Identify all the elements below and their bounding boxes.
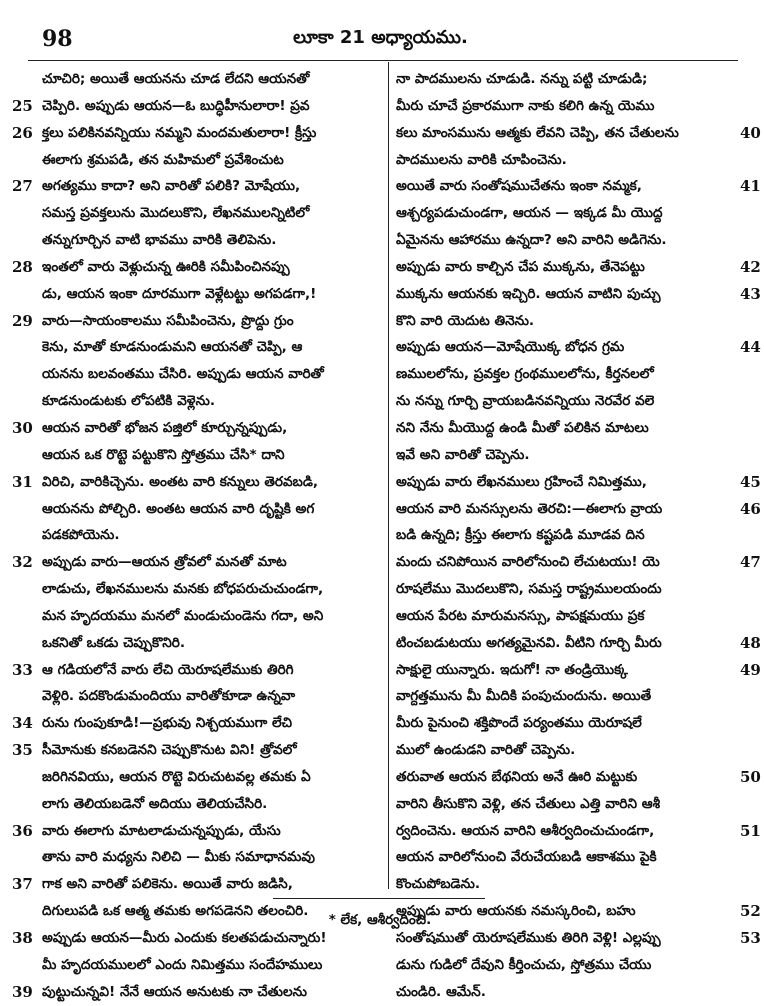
text-line: [12, 657, 384, 684]
text-line: [396, 442, 738, 469]
line-text: చెప్పిరి. అప్పుడు ఆయన—ఓ బుద్ధిహీనులారా! ప్రవ: [42, 97, 310, 114]
line-text: జరిగినవియు, ఆయన రొట్టె విరుచుటవల్ల తమకు ఏ: [42, 768, 311, 785]
text-line: [396, 657, 761, 684]
line-text: ఆయన ఒక రొట్టె పట్టుకొని స్తోత్రము చేసి* దాని: [42, 446, 285, 463]
text-line: [42, 361, 384, 388]
verse-number: 32: [12, 553, 33, 572]
text-line: [12, 120, 384, 147]
text-line: [396, 844, 738, 871]
line-text: మీరు పైనుంచి శక్తిపొందే పర్యంతము యెరూషలే: [396, 715, 642, 732]
line-text: కొంచుపోబడెను.: [396, 876, 480, 893]
page-header: [28, 22, 733, 56]
line-text: రును గుంపుకూడి!—ప్రభువు నిశ్చయముగా లేచి: [42, 715, 292, 732]
line-text: గాక అని వారితో పలికెను. అయితే వారు జడిసి,: [42, 876, 293, 893]
text-line: [396, 361, 738, 388]
line-text: పాదములను వారికి చూపించెను.: [396, 151, 567, 168]
text-line: [396, 791, 738, 818]
line-text: మన హృదయము మనలో మండుచుండెను గదా, అని: [42, 607, 324, 624]
line-text: కెను, మాతో కూడనుండుమని ఆయనతో చెప్పి, ఆ: [42, 339, 303, 356]
line-text: డు, ఆయన ఇంకా దూరముగా వెళ్లేటట్టు అగపడగా,!: [42, 285, 317, 302]
verse-number: 50: [740, 767, 761, 786]
verse-number: 31: [12, 472, 33, 491]
line-text: ఒకనితో ఒకడు చెప్పుకొనిరి.: [42, 634, 185, 651]
line-text: ఆ గడియలోనే వారు లేచి యెరూషలేముకు తిరిగి: [42, 661, 294, 678]
text-line: [396, 979, 738, 1006]
line-text: వారు ఈలాగు మాటలాడుచున్నప్పుడు, యేసు: [42, 822, 281, 839]
text-line: [12, 737, 384, 764]
verse-number: 35: [12, 741, 33, 760]
text-line: [396, 281, 761, 308]
text-line: [396, 469, 761, 496]
line-text: పుట్టుచున్నవి! నేనే ఆయన అనుటకు నా చేతులను: [42, 983, 307, 1000]
page-title: లూకా 21 అధ్యాయము.: [293, 27, 468, 48]
line-text: లాగు తెలియబడెనో అదియు తెలియచేసిరి.: [42, 795, 268, 812]
text-line: [396, 603, 738, 630]
line-text: డును గుడిలో దేవుని కీర్తించుచు, స్తోత్రము చేయు: [396, 956, 652, 973]
line-text: పడకపోయెను.: [42, 527, 120, 544]
text-line: [42, 388, 384, 415]
text-line: [12, 254, 384, 281]
line-text: మీ హృదయములలో ఎందు నిమిత్తము సందేహములు: [42, 956, 323, 973]
line-text: వారిని తీసుకొని వెళ్లి, తన చేతులు ఎత్తి వారిని ఆశీ: [396, 795, 661, 812]
text-line: [42, 281, 384, 308]
text-line: [12, 871, 384, 898]
line-text: అప్పుడు ఆయన—మోషేయొక్క బోధన గ్రమ: [396, 339, 625, 356]
verse-number: 27: [12, 177, 33, 196]
line-text: వారు—సాయంకాలము సమీపించెను, ప్రొద్దు గ్రుం: [42, 312, 294, 329]
text-line: [42, 147, 384, 174]
line-text: తన్నుగూర్చిన వాటి భావము వారికి తెలిపెను.: [42, 232, 277, 249]
line-text: ములో ఉండుడని వారితో చెప్పెను.: [396, 742, 576, 759]
text-line: [396, 254, 761, 281]
text-line: [12, 415, 384, 442]
verse-number: 46: [740, 499, 761, 518]
verse-number: 37: [12, 875, 33, 894]
text-line: [396, 764, 761, 791]
footnote-rule: [273, 898, 485, 899]
text-line: [42, 630, 384, 657]
line-text: రూషలేము మొదలుకొని, సమస్త రాష్ట్రములయందు: [396, 581, 662, 598]
line-text: కొని వారి యెదుట తినెను.: [396, 312, 535, 329]
line-text: ఇంతలో వారు వెళ్లుచున్న ఊరికి సమీపించినప్పు: [42, 258, 290, 275]
line-text: తాను వారి మధ్యను నిలిచి — మీకు సమాధానమవు: [42, 849, 315, 866]
line-text: నా పాదములను చూడుడి. నన్ను పట్టి చూడుడి;: [396, 71, 648, 87]
verse-number: 45: [740, 472, 761, 491]
line-text: ఏమైనను ఆహారము ఉన్నదా? అని వారిని అడిగెను.: [396, 232, 667, 249]
line-text: ఈలాగు శ్రమపడి, తన మహిమలో ప్రవేశించుట: [42, 151, 284, 168]
line-text: కలు మాంసమును ఆత్మకు లేవని చెప్పి, తన చేతులను: [396, 124, 679, 141]
text-line: [42, 952, 384, 979]
verse-number: 25: [12, 96, 33, 115]
line-text: సమస్త ప్రవక్తలును మొదలుకొని, లేఖనములన్నిటిలో: [42, 205, 310, 222]
text-line: [42, 227, 384, 254]
line-text: మందు చనిపోయిన వారిలోనుంచి లేచుటయు! యె: [396, 554, 660, 571]
text-line: [396, 576, 738, 603]
text-line: [396, 120, 761, 147]
line-text: అగత్యము కాదా? అని వారితో పలికి? మోషేయు,: [42, 178, 301, 195]
line-text: అయితే వారు సంతోషముచేతను ఇంకా నమ్మక,: [396, 178, 642, 195]
text-line: [396, 818, 761, 845]
verse-number: 41: [740, 177, 761, 196]
text-line: [396, 549, 761, 576]
line-text: బడి ఉన్నది; క్రీస్తు ఈలాగు కష్టపడి మూడవ దిన: [396, 527, 645, 544]
line-text: ఆయన వారిలోనుంచి వేరుచేయబడి ఆకాశము పైకి: [396, 849, 657, 866]
line-text: టించబడుటయు అగత్యమైనవి. వీటిని గూర్చి మీరు: [396, 634, 662, 651]
line-text: ను నన్ను గూర్చి వ్రాయబడినవన్నియు నెరవేర వలె: [396, 393, 655, 410]
verse-number: 33: [12, 660, 33, 679]
text-line: [12, 549, 384, 576]
text-line: [396, 710, 738, 737]
left-column: [12, 66, 384, 1006]
verse-number: 26: [12, 123, 33, 142]
line-text: తరువాత ఆయన బేథనియ అనే ఊరి మట్టుకు: [396, 768, 638, 785]
line-text: ఇవే అని వారితో చెప్పెను.: [396, 446, 530, 463]
footnote: * లేక, ఆశీర్వదించి.: [328, 912, 432, 928]
line-text: దిగులుపడి ఒక ఆత్మ తమకు అగపడెనని తలంచిరి.: [42, 903, 309, 920]
verse-number: 48: [740, 633, 761, 652]
verse-number: 28: [12, 257, 33, 276]
text-line: [396, 952, 738, 979]
text-line: [12, 308, 384, 335]
verse-number: 43: [740, 284, 761, 303]
line-text: క్తలు పలికినవన్నియు నమ్మని మందమతులారా! క్రీస్తు: [42, 124, 317, 141]
text-line: [12, 710, 384, 737]
text-line: [396, 630, 761, 657]
verse-number: 52: [740, 902, 761, 921]
text-line: [42, 442, 384, 469]
line-text: ఆయన పేరట మారుమనస్సు, పాపక్షమయు ప్రక: [396, 607, 645, 624]
verse-number: 47: [740, 553, 761, 572]
right-column: [396, 66, 761, 1006]
line-text: సాక్షులై యున్నారు. ఇదుగో! నా తండ్రియొక్క: [396, 661, 628, 678]
text-line: [396, 66, 738, 93]
text-line: [396, 200, 738, 227]
line-text: అప్పుడు వారు ఆయనకు నమస్కరించి, బహు: [396, 903, 636, 920]
line-text: ఆయనను పోల్చిరి. అంతట ఆయన వారి దృష్టికి అగ: [42, 500, 315, 517]
text-line: [396, 496, 761, 523]
text-line: [42, 66, 384, 93]
verse-number: 29: [12, 311, 33, 330]
line-text: మీరు చూచే ప్రకారముగా నాకు కలిగి ఉన్న యెము: [396, 97, 655, 114]
text-line: [12, 469, 384, 496]
text-line: [12, 818, 384, 845]
verse-number: 34: [12, 714, 33, 733]
line-text: ణములలోను, ప్రవక్తల గ్రంథములలోను, కీర్తనలలో: [396, 366, 654, 383]
text-line: [396, 522, 738, 549]
line-text: అప్పుడు వారు కాల్చిన చేప ముక్కను, తేనెపట్టు: [396, 258, 645, 275]
text-line: [396, 415, 738, 442]
text-line: [396, 683, 738, 710]
text-line: [12, 93, 384, 120]
line-text: కూడనుండుటకు లోపటికి వెళ్లెను.: [42, 393, 215, 410]
text-line: [42, 200, 384, 227]
line-text: యనను బలవంతము చేసిరి. అప్పుడు ఆయన వారితో: [42, 366, 324, 383]
text-line: [12, 173, 384, 200]
text-line: [396, 173, 761, 200]
text-line: [396, 871, 738, 898]
line-text: వాగ్దత్తమును మీ మీదికి పంపుచుందును. అయితే: [396, 688, 652, 705]
text-line: [396, 93, 738, 120]
text-line: [12, 979, 384, 1006]
text-line: [396, 227, 738, 254]
verse-number: 40: [740, 123, 761, 142]
line-text: ఆశ్చర్యపడుచుండగా, ఆయన — ఇక్కడ మీ యొద్ద: [396, 205, 663, 222]
text-line: [396, 737, 738, 764]
verse-number: 38: [12, 929, 33, 947]
line-text: వెళ్లిరి. పదకొండుమందియు వారితోకూడా ఉన్నవా: [42, 688, 296, 705]
text-line: [396, 388, 738, 415]
verse-number: 39: [12, 982, 33, 1001]
verse-number: 44: [740, 338, 761, 357]
text-line: [42, 844, 384, 871]
text-line: [396, 308, 738, 335]
text-line: [42, 576, 384, 603]
header-rule: [28, 60, 738, 61]
line-text: ర్వదించెను. ఆయన వారిని ఆశీర్వదించుచుండగా,: [396, 822, 655, 839]
text-line: [396, 334, 761, 361]
line-text: చుండిరి. ఆమేన్.: [396, 983, 486, 1000]
verse-number: 42: [740, 257, 761, 276]
line-text: అప్పుడు వారు లేఖనములు గ్రహించే నిమిత్తము,: [396, 473, 647, 490]
line-text: ఆయన వారితో భోజన పజ్తిలో కూర్చున్నప్పుడు,: [42, 419, 288, 436]
line-text: ముక్కను ఆయనకు ఇచ్చిరి. ఆయన వాటిని పుచ్చు: [396, 285, 661, 302]
page-number: 98: [42, 26, 73, 52]
line-text: విరిచి, వారికిచ్చెను. అంతట వారి కన్నులు తెరవబడి,: [42, 473, 319, 490]
verse-number: 49: [740, 660, 761, 679]
line-text: సంతోషముతో యెరూషలేముకు తిరిగి వెళ్లి! ఎల్లప్పు: [396, 930, 661, 946]
verse-number: 36: [12, 821, 33, 840]
line-text: చూచిరి; అయితే ఆయనను చూడ లేదని ఆయనతో: [42, 71, 310, 87]
text-line: [396, 147, 738, 174]
line-text: ఆయన వారి మనస్సులను తెరచి:—ఈలాగు వ్రాయ: [396, 500, 663, 517]
column-divider: [388, 62, 389, 889]
text-line: [42, 791, 384, 818]
text-line: [42, 764, 384, 791]
line-text: అప్పుడు ఆయన—మీరు ఎందుకు కలతపడుచున్నారు!: [42, 930, 327, 946]
verse-number: 51: [740, 821, 761, 840]
text-line: [42, 683, 384, 710]
text-line: [42, 496, 384, 523]
verse-number: 53: [740, 929, 761, 947]
line-text: లాడుచు, లేఖనములను మనకు బోధపరుచుచుండగా,: [42, 581, 324, 598]
text-line: [42, 603, 384, 630]
text-line: [42, 334, 384, 361]
line-text: సీమోనుకు కనబడెనని చెప్పుకొనుట విని! త్రోవలో: [42, 742, 297, 759]
line-text: అప్పుడు వారు—ఆయన త్రోవలో మనతో మాట: [42, 554, 287, 571]
text-line: [42, 522, 384, 549]
line-text: నని నేను మీయొద్ద ఉండి మీతో పలికిన మాటలు: [396, 419, 649, 436]
verse-number: 30: [12, 418, 33, 437]
